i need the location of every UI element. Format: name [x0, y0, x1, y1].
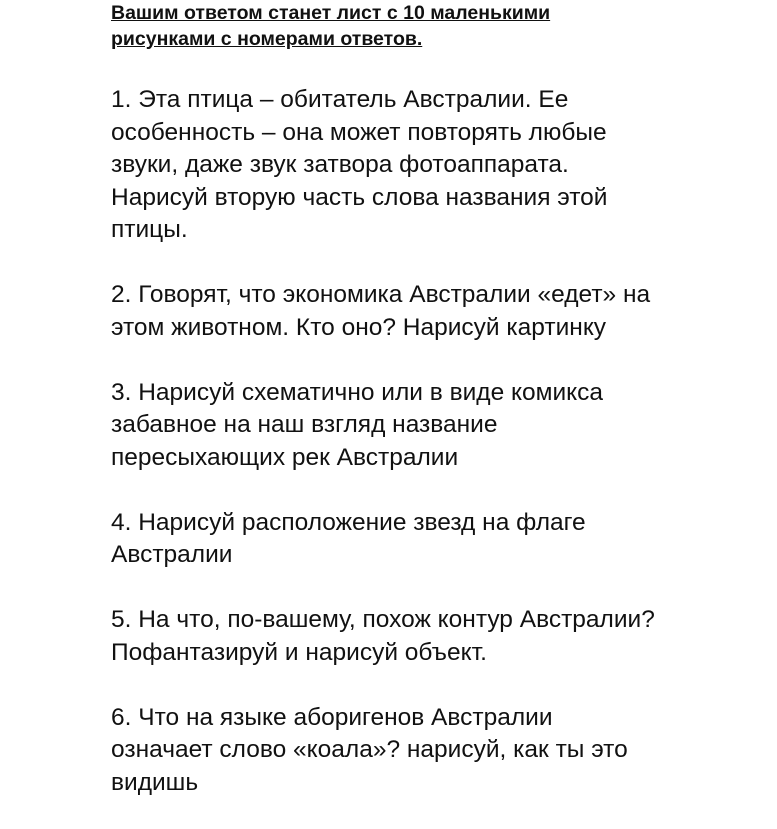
- question-2-line-2: этом животном. Кто оно? Нарисуй картинку: [111, 313, 607, 341]
- question-3-line-3: пересыхающих рек Австралии: [111, 443, 459, 471]
- question-5-line-2: Пофантазируй и нарисуй объект.: [111, 638, 487, 666]
- instructions-heading: [111, 0, 751, 52]
- question-3-line-1: 3. Нарисуй схематично или в виде комикса: [111, 378, 604, 406]
- question-3-line-2: забавное на наш взгляд название: [111, 411, 498, 438]
- question-1-line-2: особенность – она может повторять любые: [111, 118, 607, 146]
- question-2: [111, 279, 751, 344]
- question-1-line-4: Нарисуй вторую часть слова названия этой: [111, 183, 608, 211]
- question-4: [111, 507, 751, 572]
- question-1-line-3: звуки, даже звук затвора фотоаппарата.: [111, 151, 569, 178]
- question-6-line-3: видишь: [111, 768, 199, 796]
- question-5-line-1: 5. На что, по-вашему, похож контур Австралии?: [111, 606, 655, 633]
- question-6-line-1: 6. Что на языке аборигенов Австралии: [111, 703, 553, 731]
- question-1-line-5: птицы.: [111, 216, 188, 243]
- question-1: [111, 84, 751, 247]
- question-3: [111, 377, 751, 475]
- question-1-line-1: 1. Эта птица – обитатель Австралии. Ее: [111, 86, 569, 113]
- question-4-line-1: 4. Нарисуй расположение звезд на флаге: [111, 508, 586, 536]
- question-5: [111, 604, 751, 669]
- question-2-line-1: 2. Говорят, что экономика Австралии «едет» на: [111, 281, 651, 308]
- heading-line-1: Вашим ответом станет лист с 10 маленькими: [111, 2, 551, 24]
- question-6: [111, 702, 751, 800]
- question-4-line-2: Австралии: [111, 541, 233, 568]
- heading-line-2: рисунками с номерами ответов.: [111, 28, 423, 50]
- document-body: [111, 0, 751, 799]
- question-6-line-2: означает слово «коала»? нарисуй, как ты это: [111, 736, 628, 763]
